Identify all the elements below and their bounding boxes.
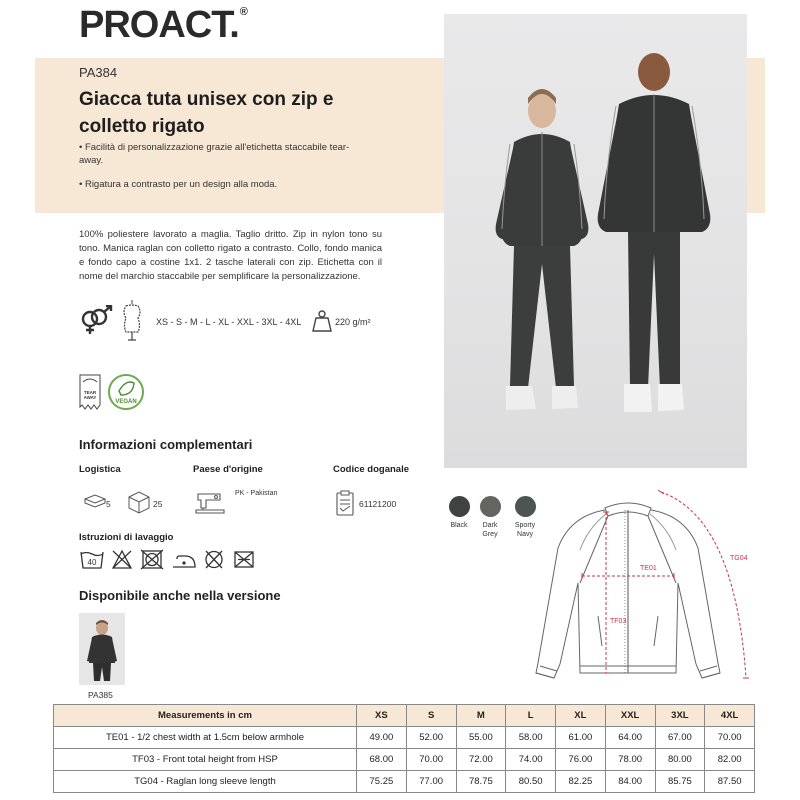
table-cell: 70.00 bbox=[406, 749, 456, 771]
table-cell: 76.00 bbox=[556, 749, 606, 771]
table-cell: 72.00 bbox=[456, 749, 506, 771]
carton-icon bbox=[127, 490, 151, 519]
table-cell: TG04 - Raglan long sleeve length bbox=[54, 771, 357, 793]
table-row bbox=[54, 749, 755, 771]
table-cell: TE01 - 1/2 chest width at 1.5cm below armhole bbox=[54, 727, 357, 749]
customs-value: 61121200 bbox=[359, 499, 397, 509]
table-header-row bbox=[54, 705, 755, 727]
table-cell: 82.00 bbox=[705, 749, 755, 771]
weight-icon bbox=[312, 310, 332, 337]
customs-label: Codice doganale bbox=[333, 464, 410, 475]
table-cell: 64.00 bbox=[605, 727, 655, 749]
logistics-label: Logistica bbox=[79, 464, 121, 475]
inner-pack-icon bbox=[84, 494, 106, 513]
table-cell: 74.00 bbox=[506, 749, 556, 771]
wash-icons bbox=[79, 547, 259, 576]
iron-low-icon bbox=[173, 556, 195, 567]
table-cell: 68.00 bbox=[357, 749, 407, 771]
wash-40-icon bbox=[81, 552, 103, 568]
vegan-icon bbox=[107, 373, 145, 416]
sewing-machine-icon bbox=[195, 488, 225, 519]
feature-bullet: • Rigatura a contrasto per un design alla moda. bbox=[79, 179, 278, 190]
mannequin-icon bbox=[118, 298, 146, 347]
customs-document-icon bbox=[336, 490, 354, 521]
table-cell: 58.00 bbox=[506, 727, 556, 749]
model-woman bbox=[496, 89, 589, 410]
tg04-label: TG04 bbox=[730, 555, 748, 562]
unisex-icon bbox=[79, 305, 113, 340]
table-header-cell: XL bbox=[556, 705, 606, 727]
carton-qty: 25 bbox=[153, 499, 163, 509]
table-cell: 87.50 bbox=[705, 771, 755, 793]
table-header-cell: 3XL bbox=[655, 705, 705, 727]
jacket-technical-drawing bbox=[530, 488, 760, 699]
table-cell: 49.00 bbox=[357, 727, 407, 749]
tf03-label: TF03 bbox=[610, 618, 627, 625]
table-cell: 52.00 bbox=[406, 727, 456, 749]
svg-text:AWAY: AWAY bbox=[83, 395, 97, 400]
kids-version-thumbnail[interactable] bbox=[79, 613, 125, 685]
kids-version-sku: PA385 bbox=[88, 690, 113, 700]
table-header-cell: XXL bbox=[605, 705, 655, 727]
table-header-cell: M bbox=[456, 705, 506, 727]
info-heading: Informazioni complementari bbox=[79, 437, 253, 452]
svg-text:40: 40 bbox=[87, 558, 97, 567]
color-name: Sporty Navy bbox=[514, 522, 536, 538]
feature-bullets bbox=[79, 141, 369, 202]
table-cell: 55.00 bbox=[456, 727, 506, 749]
table-header-cell: Measurements in cm bbox=[54, 705, 357, 727]
table-cell: 80.50 bbox=[506, 771, 556, 793]
product-title: Giacca tuta unisex con zip e colletto rigato bbox=[79, 89, 334, 137]
color-swatch-black bbox=[449, 496, 470, 517]
table-cell: 78.00 bbox=[605, 749, 655, 771]
svg-text:TEAR: TEAR bbox=[83, 390, 97, 395]
table-row bbox=[54, 727, 755, 749]
tg04-measure bbox=[658, 490, 749, 678]
no-bleach-icon bbox=[113, 551, 131, 568]
inner-pack-qty: 5 bbox=[106, 499, 111, 509]
table-row bbox=[54, 771, 755, 793]
table-cell: 82.25 bbox=[556, 771, 606, 793]
brand-logo: PROACT.® bbox=[79, 4, 247, 46]
tf03-measure bbox=[603, 512, 609, 673]
color-name: Black bbox=[450, 522, 468, 529]
table-cell: 85.75 bbox=[655, 771, 705, 793]
color-swatch[interactable] bbox=[444, 496, 474, 530]
table-header-cell: 4XL bbox=[705, 705, 755, 727]
model-man bbox=[598, 53, 711, 412]
table-cell: 77.00 bbox=[406, 771, 456, 793]
table-cell: 67.00 bbox=[655, 727, 705, 749]
svg-text:VEGAN: VEGAN bbox=[115, 399, 137, 405]
fabric-weight: 220 g/m² bbox=[335, 317, 371, 327]
origin-label: Paese d'origine bbox=[193, 464, 263, 475]
table-cell: 80.00 bbox=[655, 749, 705, 771]
feature-bullet: • Facilità di personalizzazione grazie all'etichetta staccabile tear-away. bbox=[79, 142, 350, 166]
no-wring-icon bbox=[235, 552, 253, 567]
product-photo bbox=[444, 14, 747, 468]
table-cell: TF03 - Front total height from HSP bbox=[54, 749, 357, 771]
table-cell: 75.25 bbox=[357, 771, 407, 793]
tear-away-icon bbox=[79, 374, 101, 415]
origin-value: PK - Pakistan bbox=[235, 490, 278, 497]
versions-heading: Disponibile anche nella versione bbox=[79, 588, 281, 603]
table-header-cell: S bbox=[406, 705, 456, 727]
table-cell: 70.00 bbox=[705, 727, 755, 749]
measurements-table bbox=[53, 704, 755, 793]
wash-label: Istruzioni di lavaggio bbox=[79, 532, 174, 543]
table-cell: 61.00 bbox=[556, 727, 606, 749]
table-header-cell: XS bbox=[357, 705, 407, 727]
te01-label: TE01 bbox=[640, 565, 657, 572]
table-header-cell: L bbox=[506, 705, 556, 727]
size-range: XS - S - M - L - XL - XXL - 3XL - 4XL bbox=[156, 317, 302, 327]
product-sku: PA384 bbox=[79, 65, 118, 80]
no-tumble-dry-icon bbox=[141, 550, 163, 569]
color-swatch-dark-grey bbox=[480, 496, 501, 517]
color-swatch[interactable] bbox=[474, 496, 506, 539]
product-description: 100% poliestere lavorato a maglia. Taglio dritto. Zip in nylon tono su tono. Manica raglan con colletto rigato a contrasto. Collo, fondo manica e fondo capo a costine 1x1. 2 tasche laterali con zip. Etichetta con il nome del marchio staccabile per semplificare la personalizzazione. bbox=[79, 229, 382, 282]
no-dry-clean-icon bbox=[206, 551, 222, 568]
color-name: Dark Grey bbox=[482, 522, 498, 538]
table-cell: 78.75 bbox=[456, 771, 506, 793]
table-cell: 84.00 bbox=[605, 771, 655, 793]
